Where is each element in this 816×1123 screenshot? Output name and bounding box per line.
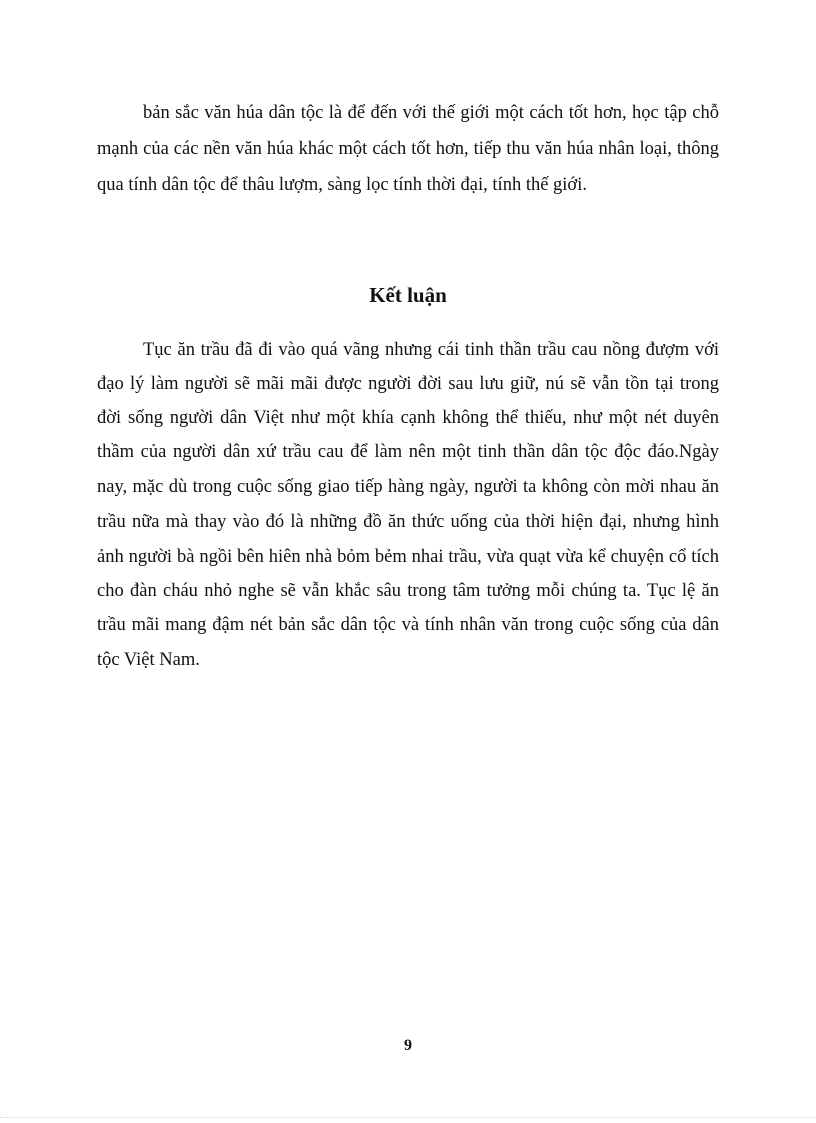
paragraph-1-line-1: bản sắc văn húa dân tộc là để đến với thế giới một cách tốt hơn, học tập chỗ [143,103,719,123]
conclusion-line-10: tộc Việt Nam. [97,650,200,670]
conclusion-line-1: Tục ăn trầu đã đi vào quá vãng nhưng cái tinh thần trầu cau nồng đượm với [143,340,719,360]
page-number: 9 [404,1037,412,1054]
paragraph-1-line-3: qua tính dân tộc để thâu lượm, sàng lọc tính thời đại, tính thế giới. [97,175,587,195]
page-bottom-divider [0,1117,816,1118]
conclusion-line-9: trầu mãi mang đậm nét bản sắc dân tộc và tính nhân văn trong cuộc sống của dân [97,615,719,635]
conclusion-line-5: nay, mặc dù trong cuộc sống giao tiếp hàng ngày, người ta không còn mời nhau ăn [97,477,719,497]
conclusion-line-7: ảnh người bà ngồi bên hiên nhà bỏm bẻm nhai trầu, vừa quạt vừa kể chuyện cổ tích [97,547,719,567]
conclusion-line-8: cho đàn cháu nhỏ nghe sẽ vẫn khắc sâu trong tâm tưởng mỗi chúng ta. Tục lệ ăn [97,581,719,601]
conclusion-line-4: thầm của người dân xứ trầu cau để làm nên một tinh thần dân tộc độc đáo.Ngày [97,442,719,462]
section-heading: Kết luận [369,283,447,307]
conclusion-line-2: đạo lý làm người sẽ mãi mãi được người đời sau lưu giữ, nú sẽ vẫn tồn tại trong [97,374,719,394]
paragraph-1-line-2: mạnh của các nền văn húa khác một cách tốt hơn, tiếp thu văn húa nhân loại, thông [97,139,719,159]
conclusion-line-6: trầu nữa mà thay vào đó là những đồ ăn thức uống của thời hiện đại, nhưng hình [97,512,719,532]
conclusion-line-3: đời sống người dân Việt như một khía cạnh không thể thiếu, như một nét duyên [97,408,719,428]
